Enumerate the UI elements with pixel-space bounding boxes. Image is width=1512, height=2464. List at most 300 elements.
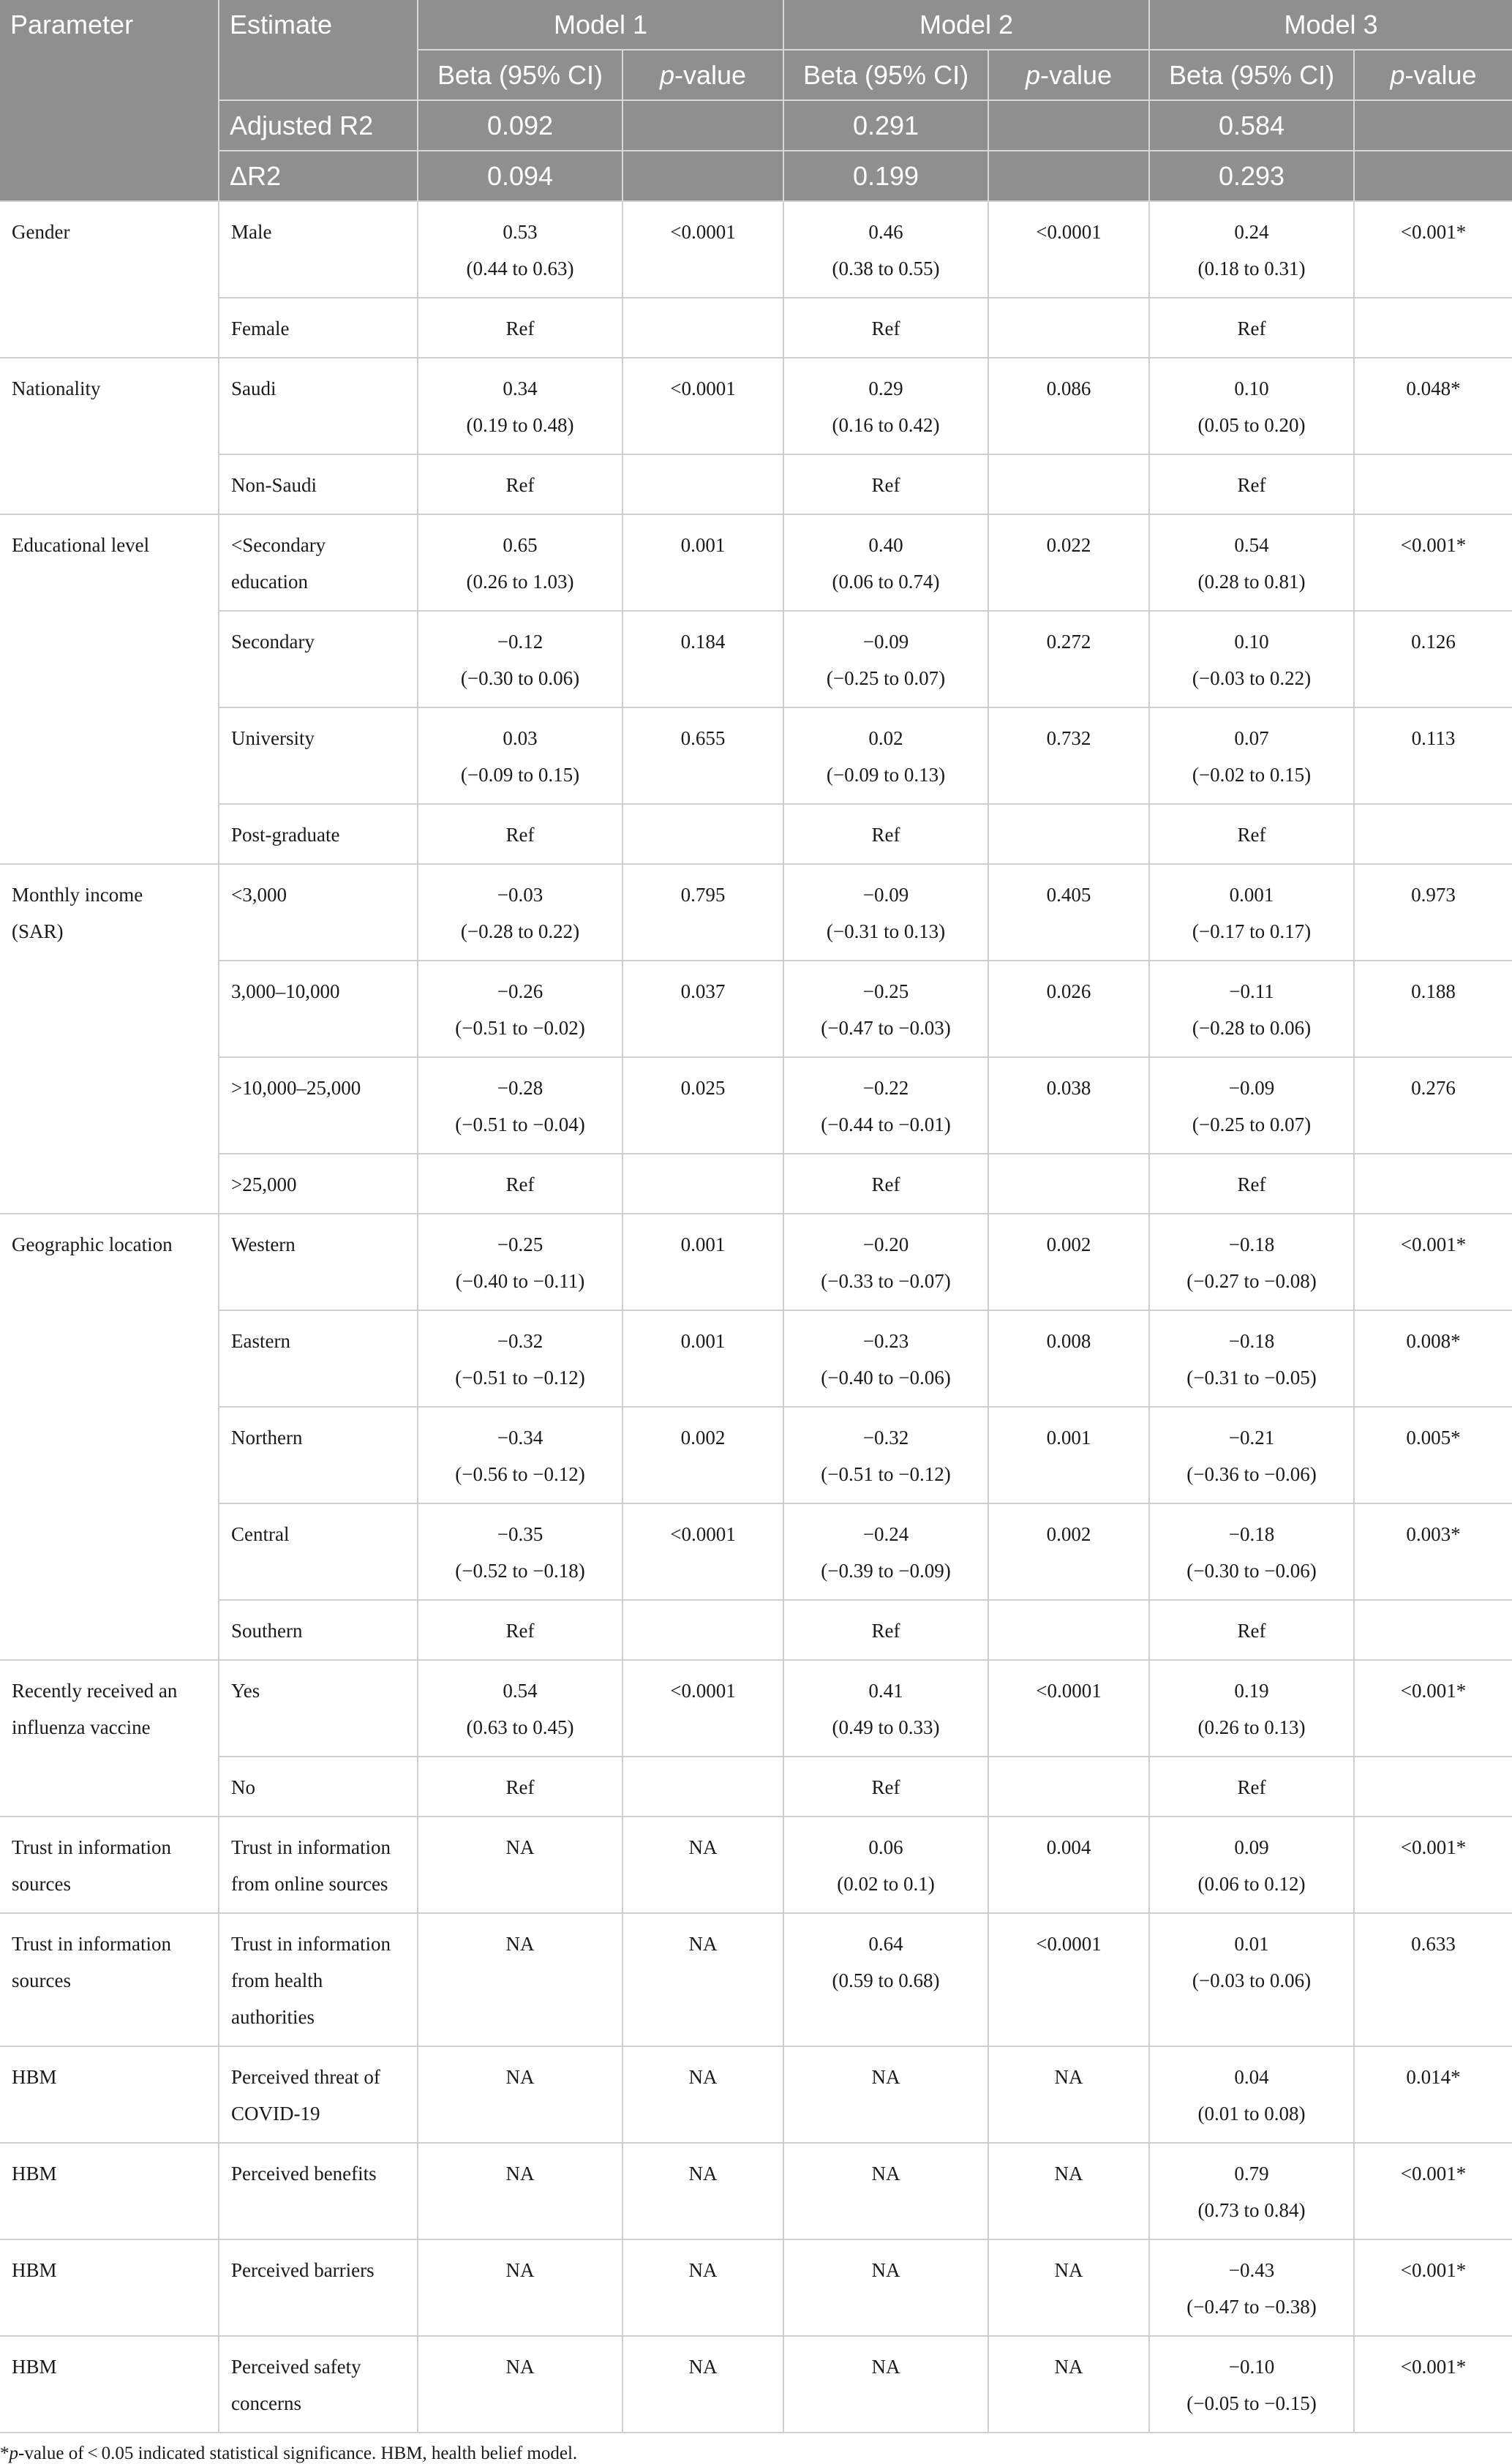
pvalue-model-2: 0.086 (988, 358, 1149, 454)
header-blank (988, 151, 1149, 201)
beta-model-2 (783, 2143, 988, 2239)
beta-model-3 (1149, 201, 1354, 298)
beta-model-1-line: (−0.09 to 0.15) (460, 764, 580, 786)
estimate-cell (219, 2239, 418, 2336)
pvalue-model-2 (988, 804, 1149, 864)
beta-model-3-line: −0.18 (1228, 1233, 1275, 1255)
beta-model-2-line: (0.38 to 0.55) (832, 258, 940, 279)
beta-model-1-line: (−0.51 to −0.02) (455, 1017, 585, 1039)
beta-model-3 (1149, 358, 1354, 454)
beta-model-3-line: 0.24 (1234, 221, 1269, 243)
pvalue-model-2: 0.002 (988, 1214, 1149, 1310)
pvalue-model-3: 0.014* (1354, 2046, 1512, 2143)
header-row-delta-r2 (0, 151, 1512, 201)
beta-model-3-line: (−0.31 to −0.05) (1186, 1367, 1317, 1389)
pvalue-model-3: 0.973 (1354, 864, 1512, 961)
beta-model-1-line: NA (505, 1933, 535, 1955)
estimate-cell-line: <3,000 (231, 884, 287, 906)
beta-model-3-line: 0.54 (1234, 534, 1269, 556)
beta-model-1-line: (−0.51 to −0.12) (455, 1367, 585, 1389)
pvalue-model-1: NA (623, 1913, 783, 2046)
pvalue-model-2: NA (988, 2143, 1149, 2239)
beta-model-3-line: (−0.25 to 0.07) (1192, 1113, 1312, 1135)
header-row-adjusted-r2 (0, 100, 1512, 151)
delta-r2-model-3: 0.293 (1149, 151, 1354, 201)
p-rest: -value (674, 59, 747, 90)
beta-model-2 (783, 707, 988, 804)
table-header (0, 0, 1512, 201)
beta-model-3 (1149, 2239, 1354, 2336)
table-row (0, 454, 1512, 514)
pvalue-model-1 (623, 1600, 783, 1660)
beta-model-3-line: Ref (1237, 474, 1266, 496)
beta-model-2-line: −0.20 (862, 1233, 909, 1255)
beta-model-1-line: (0.63 to 0.45) (466, 1716, 574, 1738)
pvalue-model-1: 0.037 (623, 961, 783, 1057)
header-beta-model-2: Beta (95% CI) (783, 50, 988, 100)
beta-model-2-line: Ref (871, 1173, 900, 1195)
beta-model-2 (783, 1057, 988, 1154)
beta-model-3-line: (−0.03 to 0.06) (1192, 1969, 1312, 1991)
header-blank (0, 50, 219, 100)
pvalue-model-2 (988, 454, 1149, 514)
beta-model-1-line: NA (505, 2356, 535, 2378)
beta-model-3-line: (0.06 to 0.12) (1197, 1873, 1306, 1895)
beta-model-3 (1149, 1817, 1354, 1913)
beta-model-1-line: (−0.40 to −0.11) (455, 1270, 585, 1292)
header-beta-model-3: Beta (95% CI) (1149, 50, 1354, 100)
adjusted-r2-model-3: 0.584 (1149, 100, 1354, 151)
estimate-cell (219, 298, 418, 358)
beta-model-2-line: (−0.09 to 0.13) (826, 764, 946, 786)
pvalue-model-3: 0.005* (1354, 1407, 1512, 1503)
delta-r2-model-2: 0.199 (783, 151, 988, 201)
beta-model-3-line: −0.11 (1229, 980, 1274, 1002)
parameter-cell (0, 1817, 219, 1913)
beta-model-1-line: 0.65 (503, 534, 538, 556)
pvalue-model-3: <0.001* (1354, 1817, 1512, 1913)
pvalue-model-2: 0.038 (988, 1057, 1149, 1154)
pvalue-model-1: 0.001 (623, 1214, 783, 1310)
beta-model-2 (783, 864, 988, 961)
beta-model-3-line: 0.10 (1234, 631, 1269, 653)
beta-model-2 (783, 1214, 988, 1310)
estimate-cell (219, 707, 418, 804)
beta-model-2-line: (−0.39 to −0.09) (821, 1560, 951, 1582)
beta-model-1-line: −0.26 (497, 980, 544, 1002)
estimate-cell-line: 3,000–10,000 (231, 980, 340, 1002)
pvalue-model-3 (1354, 1154, 1512, 1214)
beta-model-1-line: Ref (505, 824, 535, 846)
pvalue-model-2: 0.272 (988, 611, 1149, 707)
beta-model-1 (418, 1757, 623, 1817)
table-row (0, 2239, 1512, 2336)
beta-model-1 (418, 1154, 623, 1214)
beta-model-1-line: NA (505, 2066, 535, 2088)
beta-model-2-line: 0.64 (868, 1933, 903, 1955)
pvalue-model-1: 0.184 (623, 611, 783, 707)
header-beta-model-1: Beta (95% CI) (418, 50, 623, 100)
parameter-cell: Nationality (0, 358, 219, 514)
footnote-text: -value of < 0.05 indicated statistical significance. HBM, health belief model. (18, 2444, 578, 2463)
pvalue-model-1: NA (623, 2336, 783, 2433)
beta-model-1-line: Ref (505, 318, 535, 339)
estimate-cell-line: COVID-19 (231, 2103, 320, 2125)
pvalue-model-2: 0.022 (988, 514, 1149, 611)
pvalue-model-3: 0.048* (1354, 358, 1512, 454)
beta-model-1-line: −0.12 (497, 631, 544, 653)
estimate-cell-line: University (231, 727, 315, 749)
pvalue-model-3: <0.001* (1354, 1214, 1512, 1310)
beta-model-3 (1149, 707, 1354, 804)
header-blank (1354, 151, 1512, 201)
header-row-models (0, 0, 1512, 50)
beta-model-3-line: (0.05 to 0.20) (1197, 414, 1306, 436)
beta-model-1-line: Ref (505, 474, 535, 496)
pvalue-model-2: 0.008 (988, 1310, 1149, 1407)
pvalue-model-2: 0.405 (988, 864, 1149, 961)
beta-model-3-line: 0.04 (1234, 2066, 1269, 2088)
header-model-2: Model 2 (783, 0, 1149, 50)
estimate-cell (219, 1057, 418, 1154)
beta-model-1-line: (−0.51 to −0.04) (455, 1113, 585, 1135)
parameter-line: Recently received an (12, 1680, 178, 1702)
beta-model-2 (783, 2336, 988, 2433)
footnote-p-italic: p (9, 2444, 18, 2463)
beta-model-2-line: 0.02 (868, 727, 903, 749)
pvalue-model-2: 0.004 (988, 1817, 1149, 1913)
pvalue-model-1: 0.655 (623, 707, 783, 804)
beta-model-1 (418, 2046, 623, 2143)
parameter-cell: HBM (0, 2239, 219, 2336)
pvalue-model-1: 0.001 (623, 514, 783, 611)
estimate-cell (219, 1214, 418, 1310)
beta-model-1-line: (−0.30 to 0.06) (460, 667, 580, 689)
table-row (0, 961, 1512, 1057)
beta-model-2-line: −0.09 (862, 631, 909, 653)
pvalue-model-3: 0.008* (1354, 1310, 1512, 1407)
beta-model-3 (1149, 1913, 1354, 2046)
beta-model-2 (783, 1913, 988, 2046)
beta-model-2 (783, 1660, 988, 1757)
pvalue-model-3 (1354, 804, 1512, 864)
header-blank (1354, 100, 1512, 151)
pvalue-model-3: <0.001* (1354, 201, 1512, 298)
table-row (0, 1913, 1512, 2046)
pvalue-model-2: <0.0001 (988, 201, 1149, 298)
beta-model-1-line: (0.44 to 0.63) (466, 258, 574, 279)
parameter-cell (0, 864, 219, 1214)
beta-model-2-line: NA (871, 2163, 900, 2185)
table-body (0, 201, 1512, 2433)
beta-model-2-line: 0.06 (868, 1836, 903, 1858)
beta-model-3 (1149, 1154, 1354, 1214)
table-row (0, 864, 1512, 961)
beta-model-1 (418, 201, 623, 298)
table-row (0, 298, 1512, 358)
beta-model-2-line: Ref (871, 474, 900, 496)
beta-model-2-line: NA (871, 2259, 900, 2281)
pvalue-model-1: NA (623, 2239, 783, 2336)
beta-model-2-line: (0.49 to 0.33) (832, 1716, 940, 1738)
table-row (0, 1310, 1512, 1407)
beta-model-2-line: −0.24 (862, 1523, 909, 1545)
pvalue-model-1 (623, 454, 783, 514)
beta-model-2-line: (−0.31 to 0.13) (826, 920, 946, 942)
beta-model-2-line: −0.23 (862, 1330, 909, 1352)
beta-model-2 (783, 1310, 988, 1407)
estimate-cell (219, 804, 418, 864)
beta-model-1-line: −0.25 (497, 1233, 544, 1255)
beta-model-1 (418, 961, 623, 1057)
beta-model-2-line: −0.09 (862, 884, 909, 906)
beta-model-1-line: (0.26 to 1.03) (466, 571, 574, 593)
beta-model-2-line: Ref (871, 824, 900, 846)
estimate-cell (219, 611, 418, 707)
beta-model-3-line: (−0.05 to −0.15) (1186, 2392, 1317, 2414)
estimate-cell (219, 864, 418, 961)
pvalue-model-2: 0.026 (988, 961, 1149, 1057)
beta-model-1 (418, 1503, 623, 1600)
beta-model-3-line: 0.10 (1234, 378, 1269, 399)
pvalue-model-1: <0.0001 (623, 201, 783, 298)
estimate-cell-line: Trust in information (231, 1836, 391, 1858)
beta-model-2-line: (−0.47 to −0.03) (821, 1017, 951, 1039)
estimate-cell (219, 1660, 418, 1757)
beta-model-3-line: 0.19 (1234, 1680, 1269, 1702)
beta-model-2-line: Ref (871, 1620, 900, 1642)
beta-model-3-line: (0.28 to 0.81) (1197, 571, 1306, 593)
beta-model-3-line: Ref (1237, 318, 1266, 339)
beta-model-1-line: (−0.52 to −0.18) (455, 1560, 585, 1582)
pvalue-model-2: NA (988, 2336, 1149, 2433)
estimate-cell (219, 1757, 418, 1817)
delta-r2-label: ΔR2 (219, 151, 418, 201)
pvalue-model-3 (1354, 1600, 1512, 1660)
beta-model-3-line: 0.79 (1234, 2163, 1269, 2185)
pvalue-model-3: <0.001* (1354, 514, 1512, 611)
beta-model-2-line: NA (871, 2066, 900, 2088)
estimate-cell (219, 1154, 418, 1214)
pvalue-model-3: <0.001* (1354, 1660, 1512, 1757)
beta-model-1 (418, 1817, 623, 1913)
beta-model-3-line: −0.10 (1228, 2356, 1275, 2378)
table-row (0, 201, 1512, 298)
beta-model-3 (1149, 298, 1354, 358)
beta-model-1 (418, 454, 623, 514)
header-blank (0, 100, 219, 151)
beta-model-1 (418, 1407, 623, 1503)
pvalue-model-3: <0.001* (1354, 2239, 1512, 2336)
adjusted-r2-label: Adjusted R2 (219, 100, 418, 151)
beta-model-3-line: (−0.30 to −0.06) (1186, 1560, 1317, 1582)
parameter-cell: HBM (0, 2046, 219, 2143)
pvalue-model-1: <0.0001 (623, 1503, 783, 1600)
beta-model-2 (783, 2239, 988, 2336)
beta-model-2-line: (0.16 to 0.42) (832, 414, 940, 436)
pvalue-model-3: 0.188 (1354, 961, 1512, 1057)
table-row (0, 2046, 1512, 2143)
estimate-cell (219, 1407, 418, 1503)
beta-model-3-line: Ref (1237, 824, 1266, 846)
beta-model-1-line: −0.03 (497, 884, 544, 906)
pvalue-model-2: 0.732 (988, 707, 1149, 804)
beta-model-1 (418, 1214, 623, 1310)
beta-model-2 (783, 611, 988, 707)
estimate-cell-line: Eastern (231, 1330, 290, 1352)
table-row (0, 1407, 1512, 1503)
estimate-cell-line: Southern (231, 1620, 303, 1642)
estimate-cell (219, 1913, 418, 2046)
beta-model-2-line: (0.02 to 0.1) (837, 1873, 935, 1895)
estimate-cell-line: Perceived safety (231, 2356, 361, 2378)
beta-model-1 (418, 1057, 623, 1154)
parameter-line: sources (12, 1969, 71, 1991)
estimate-cell-line: <Secondary (231, 534, 326, 556)
beta-model-3-line: −0.09 (1228, 1077, 1275, 1099)
beta-model-1-line: Ref (505, 1776, 535, 1798)
beta-model-3-line: 0.07 (1234, 727, 1269, 749)
beta-model-1-line: Ref (505, 1173, 535, 1195)
estimate-cell (219, 358, 418, 454)
beta-model-1-line: −0.34 (497, 1427, 544, 1449)
estimate-cell-line: No (231, 1776, 255, 1798)
pvalue-model-1: NA (623, 2046, 783, 2143)
pvalue-model-3 (1354, 454, 1512, 514)
pvalue-model-1: 0.795 (623, 864, 783, 961)
beta-model-3-line: (−0.36 to −0.06) (1186, 1463, 1317, 1485)
beta-model-2 (783, 358, 988, 454)
estimate-cell (219, 2143, 418, 2239)
table-row (0, 1503, 1512, 1600)
beta-model-2 (783, 1154, 988, 1214)
header-model-1: Model 1 (418, 0, 783, 50)
estimate-cell-line: concerns (231, 2392, 301, 2414)
pvalue-model-1: <0.0001 (623, 358, 783, 454)
pvalue-model-3: 0.113 (1354, 707, 1512, 804)
pvalue-model-3: 0.276 (1354, 1057, 1512, 1154)
beta-model-2-line: (−0.51 to −0.12) (821, 1463, 951, 1485)
pvalue-model-3: <0.001* (1354, 2143, 1512, 2239)
beta-model-3-line: (−0.28 to 0.06) (1192, 1017, 1312, 1039)
pvalue-model-3 (1354, 1757, 1512, 1817)
beta-model-1 (418, 1660, 623, 1757)
table-row (0, 1660, 1512, 1757)
beta-model-1 (418, 2336, 623, 2433)
beta-model-2 (783, 804, 988, 864)
estimate-cell-line: Perceived barriers (231, 2259, 375, 2281)
pvalue-model-3 (1354, 298, 1512, 358)
table-row (0, 611, 1512, 707)
header-blank (623, 100, 783, 151)
beta-model-2-line: 0.46 (868, 221, 903, 243)
beta-model-3 (1149, 514, 1354, 611)
beta-model-2 (783, 1407, 988, 1503)
beta-model-3-line: (−0.02 to 0.15) (1192, 764, 1312, 786)
pvalue-model-2: NA (988, 2046, 1149, 2143)
parameter-line: sources (12, 1873, 71, 1895)
estimate-cell-line: Western (231, 1233, 296, 1255)
estimate-cell-line: from online sources (231, 1873, 388, 1895)
header-model-3: Model 3 (1149, 0, 1512, 50)
pvalue-model-3: 0.126 (1354, 611, 1512, 707)
beta-model-2-line: −0.22 (862, 1077, 909, 1099)
table-row (0, 804, 1512, 864)
beta-model-3 (1149, 1310, 1354, 1407)
beta-model-2 (783, 2046, 988, 2143)
beta-model-3 (1149, 1057, 1354, 1154)
header-estimate: Estimate (219, 0, 418, 50)
pvalue-model-1: <0.0001 (623, 1660, 783, 1757)
pvalue-model-2: <0.0001 (988, 1913, 1149, 2046)
pvalue-model-1: 0.002 (623, 1407, 783, 1503)
pvalue-model-2: 0.001 (988, 1407, 1149, 1503)
parameter-cell: Gender (0, 201, 219, 358)
table-footnote (0, 2433, 1512, 2464)
adjusted-r2-model-1: 0.092 (418, 100, 623, 151)
pvalue-model-1 (623, 804, 783, 864)
pvalue-model-3: 0.633 (1354, 1913, 1512, 2046)
estimate-cell (219, 201, 418, 298)
estimate-cell (219, 961, 418, 1057)
header-row-subcolumns (0, 50, 1512, 100)
beta-model-3-line: −0.18 (1228, 1330, 1275, 1352)
estimate-cell-line: Perceived benefits (231, 2163, 377, 2185)
parameter-cell (0, 1913, 219, 2046)
estimate-cell-line: Perceived threat of (231, 2066, 380, 2088)
estimate-cell-line: Non-Saudi (231, 474, 317, 496)
beta-model-3 (1149, 1757, 1354, 1817)
beta-model-3 (1149, 1407, 1354, 1503)
estimate-cell-line: authorities (231, 2006, 315, 2028)
parameter-cell: HBM (0, 2143, 219, 2239)
p-rest: -value (1404, 59, 1477, 90)
parameter-line: Trust in information (12, 1933, 172, 1955)
estimate-cell-line: from health (231, 1969, 323, 1991)
beta-model-3-line: Ref (1237, 1173, 1266, 1195)
beta-model-3-line: (−0.17 to 0.17) (1192, 920, 1312, 942)
beta-model-1-line: 0.34 (503, 378, 538, 399)
header-pvalue-model-3 (1354, 50, 1512, 100)
beta-model-3 (1149, 454, 1354, 514)
header-pvalue-model-2 (988, 50, 1149, 100)
beta-model-2 (783, 201, 988, 298)
beta-model-1-line: 0.54 (503, 1680, 538, 1702)
p-rest: -value (1040, 59, 1113, 90)
estimate-cell-line: Saudi (231, 378, 277, 399)
beta-model-1-line: NA (505, 2163, 535, 2185)
pvalue-model-2 (988, 1600, 1149, 1660)
beta-model-3-line: (0.01 to 0.08) (1197, 2103, 1306, 2125)
beta-model-1 (418, 864, 623, 961)
table-row (0, 1057, 1512, 1154)
pvalue-model-1 (623, 298, 783, 358)
parameter-line: influenza vaccine (12, 1716, 151, 1738)
pvalue-model-1: NA (623, 2143, 783, 2239)
beta-model-2 (783, 298, 988, 358)
beta-model-2-line: (0.06 to 0.74) (832, 571, 940, 593)
beta-model-3 (1149, 2046, 1354, 2143)
estimate-cell-line: Northern (231, 1427, 303, 1449)
adjusted-r2-model-2: 0.291 (783, 100, 988, 151)
parameter-cell: HBM (0, 2336, 219, 2433)
beta-model-1-line: (−0.28 to 0.22) (460, 920, 580, 942)
table-row (0, 1600, 1512, 1660)
pvalue-model-2: NA (988, 2239, 1149, 2336)
pvalue-model-2: 0.002 (988, 1503, 1149, 1600)
beta-model-1 (418, 358, 623, 454)
beta-model-1-line: 0.03 (503, 727, 538, 749)
